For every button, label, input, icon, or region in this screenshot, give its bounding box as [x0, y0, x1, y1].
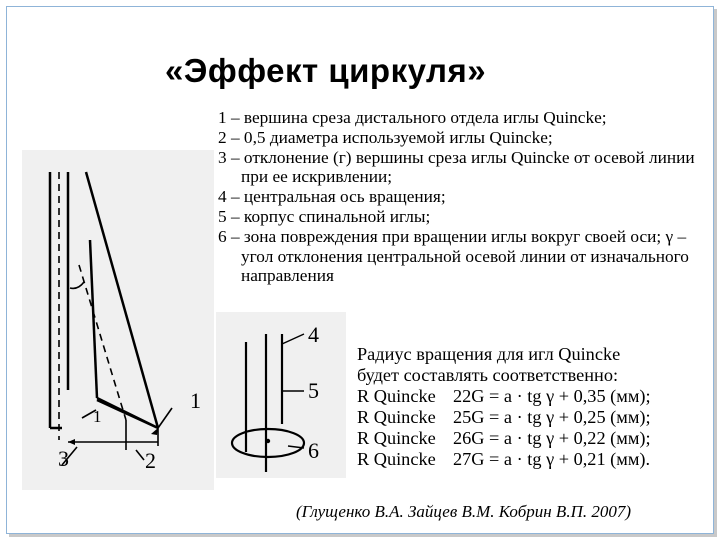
arrow-head-left — [68, 439, 75, 445]
rotation-zone-diagram — [216, 312, 346, 478]
leader-2 — [136, 450, 144, 460]
legend-item-3: 3 – отклонение (г) вершины среза иглы Quincke от осевой линии при ее искривлении; — [218, 147, 695, 187]
needle-deflection-svg — [22, 150, 214, 490]
leader-1 — [158, 408, 172, 428]
leader-6 — [288, 446, 304, 448]
radius-row-label: R Quincke — [357, 428, 436, 448]
leader-4 — [282, 334, 304, 344]
needle-deflection-diagram — [22, 150, 214, 490]
label-4: 4 — [308, 322, 319, 347]
radius-row-formula: 27G = a · tg γ + 0,21 (мм). — [453, 449, 651, 469]
radius-row — [357, 386, 651, 407]
label-1-small: 1 — [93, 407, 102, 426]
radius-intro-2: будет составлять соответственно: — [357, 365, 619, 385]
citation: (Глущенко В.А. Зайцев В.М. Кобрин В.П. 2007) — [296, 502, 632, 521]
bevel-bottom — [97, 398, 158, 428]
radius-row-label: R Quincke — [357, 449, 436, 469]
legend-item-5: 5 – корпус спинальной иглы; — [218, 206, 431, 226]
gamma-arc — [70, 282, 84, 288]
needle-body-left — [90, 240, 97, 398]
radius-intro-1: Радиус вращения для игл Quincke — [357, 344, 621, 364]
radius-row-formula: 22G = a · tg γ + 0,35 (мм); — [453, 386, 651, 406]
legend-item-4: 4 – центральная ось вращения; — [218, 187, 446, 207]
legend-item-2: 2 – 0,5 диаметра используемой иглы Quincke; — [218, 127, 553, 147]
radius-row-label: R Quincke — [357, 407, 436, 427]
legend-list — [218, 108, 698, 286]
label-2: 2 — [145, 448, 156, 473]
center-dot — [266, 439, 270, 443]
arrow-head-1 — [151, 428, 158, 435]
legend-item-6: 6 – зона повреждения при вращении иглы вокруг своей оси; γ – угол отклонения центральной осевой линии от изначального направления — [218, 226, 689, 286]
label-5: 5 — [308, 378, 319, 403]
label-1: 1 — [190, 388, 201, 413]
rotation-zone-svg — [216, 312, 346, 478]
radius-row — [357, 407, 651, 428]
radius-block — [357, 344, 651, 470]
radius-row — [357, 449, 651, 470]
radius-row-formula: 26G = a · tg γ + 0,22 (мм); — [453, 428, 651, 448]
label-3: 3 — [58, 446, 69, 471]
slide-title: «Эффект циркуля» — [165, 52, 487, 89]
radius-row-formula: 25G = a · tg γ + 0,25 (мм); — [453, 407, 651, 427]
label-6: 6 — [308, 438, 319, 463]
legend-item-1: 1 – вершина среза дистального отдела иглы Quincke; — [218, 108, 607, 127]
radius-row-label: R Quincke — [357, 386, 436, 406]
radius-row — [357, 428, 651, 449]
